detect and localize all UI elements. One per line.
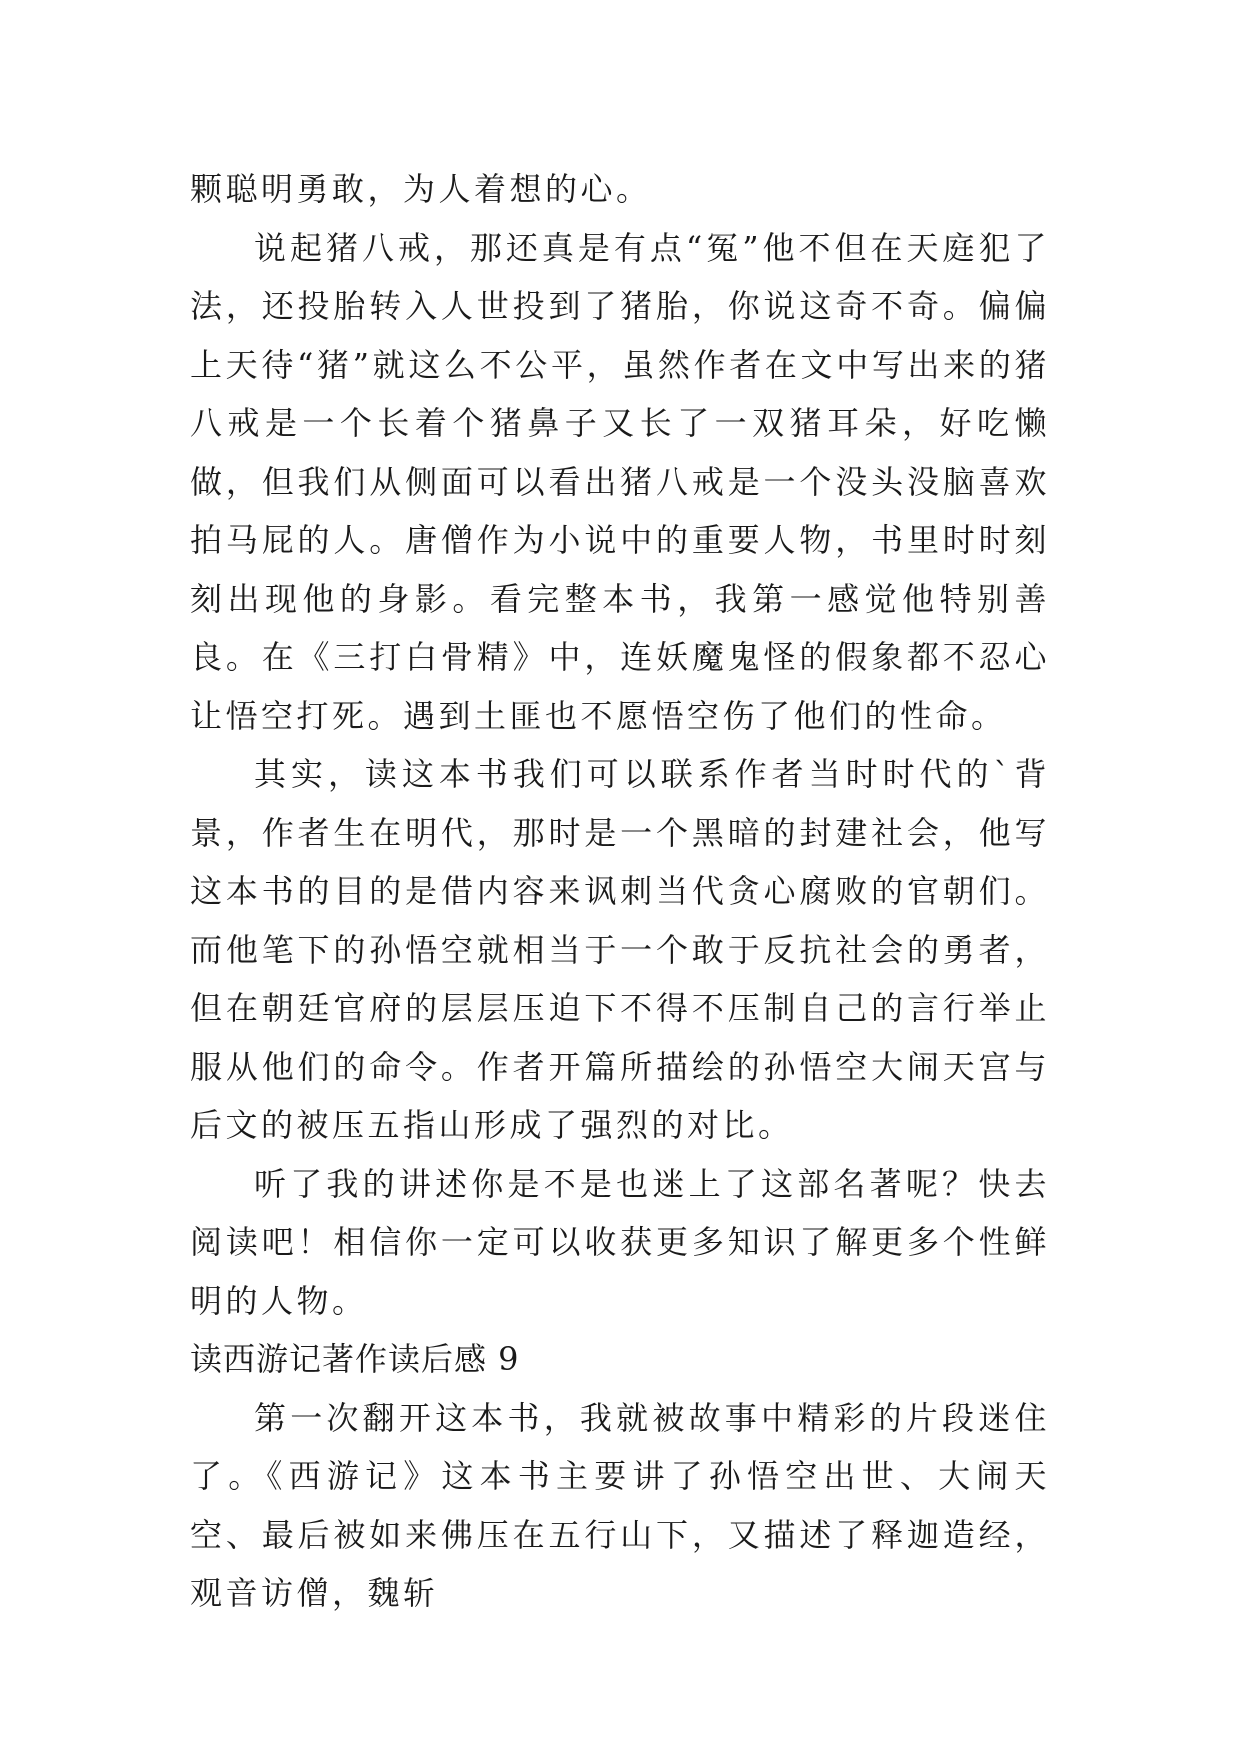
paragraph-continued: 颗聪明勇敢，为人着想的心。 [190, 170, 652, 208]
paragraph-first-reading: 第一次翻开这本书，我就被故事中精彩的片段迷住了。《西游记》这本书主要讲了孙悟空出世、大闹天空、最后被如来佛压在五行山下，又描述了释迦造经，观音访僧，魏斩 [190, 1398, 1050, 1612]
paragraph-zhu-bajie: 说起猪八戒，那还真是有点“冤”他不但在天庭犯了法，还投胎转入人世投到了猪胎，你说这奇不奇。偏偏上天待“猪”就这么不公平，虽然作者在文中写出来的猪八戒是一个长着个猪鼻子又长了一双猪耳朵，好吃懒做，但我们从侧面可以看出猪八戒是一个没头没脑喜欢拍马屁的人。唐僧作为小说中的重要人物，书里时时刻刻出现他的身影。看完整本书，我第一感觉他特别善良。在《三打白骨精》中，连妖魔鬼怪的假象都不忍心让悟空打死。遇到土匪也不愿悟空伤了他们的性命。 [190, 228, 1050, 735]
paragraph-background: 其实，读这本书我们可以联系作者当时时代的`背景，作者生在明代，那时是一个黑暗的封建社会，他写这本书的目的是借内容来讽刺当代贪心腐败的官朝们。而他笔下的孙悟空就相当于一个敢于反抗社会的勇者，但在朝廷官府的层层压迫下不得不压制自己的言行举止服从他们的命令。作者开篇所描绘的孙悟空大闹天宫与后文的被压五指山形成了强烈的对比。 [190, 755, 1050, 1144]
section-heading: 读西游记著作读后感 9 [190, 1340, 520, 1378]
document-body [190, 160, 1050, 1623]
paragraph-recommendation: 听了我的讲述你是不是也迷上了这部名著呢？快去阅读吧！相信你一定可以收获更多知识了解更多个性鲜明的人物。 [190, 1164, 1050, 1320]
